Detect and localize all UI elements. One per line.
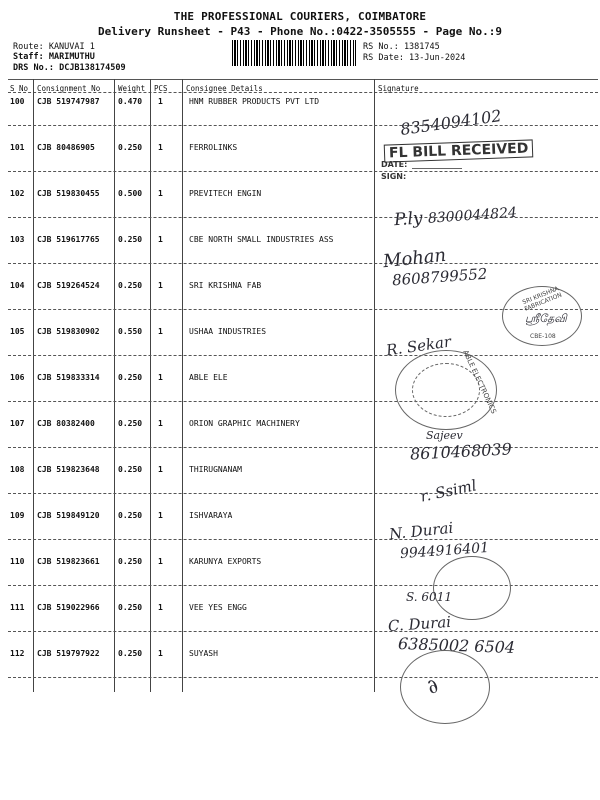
row-consignment-no: CJB 519849120 (37, 511, 100, 520)
row-divider (8, 493, 598, 494)
route-text: Route: KANUVAI 1 (13, 42, 95, 52)
signature-107-phone: 8610468039 (409, 439, 513, 464)
row-consignee: THIRUGNANAM (189, 465, 242, 474)
row-sno: 105 (10, 327, 25, 336)
signature-112: ∂ (421, 673, 443, 699)
barcode (232, 40, 356, 66)
row-consignment-no: CJB 519747987 (37, 97, 100, 106)
karunya-stamp (433, 556, 511, 620)
row-pcs: 1 (158, 419, 163, 428)
row-sno: 112 (10, 649, 25, 658)
row-consignment-no: CJB 519823661 (37, 557, 100, 566)
row-pcs: 1 (158, 511, 163, 520)
row-weight: 0.250 (118, 143, 143, 152)
signature-111-phone: 6385002 6504 (397, 633, 516, 658)
col-consignee: Consignee Details (186, 84, 263, 93)
stamp-sign-label: SIGN: (381, 172, 407, 181)
signature-111-name: C. Durai (387, 612, 452, 636)
row-consignee: ORION GRAPHIC MACHINERY (189, 419, 300, 428)
stamp-date-label: DATE: (381, 160, 408, 169)
row-consignment-no: CJB 519022966 (37, 603, 100, 612)
sri-krishna-stamp-text: SRI KRISHNA FABRICATION (521, 285, 563, 313)
runsheet-subtitle: Delivery Runsheet - P43 - Phone No.:0422-3505555 - Page No.:9 (98, 25, 502, 38)
runsheet-table (8, 79, 598, 692)
row-consignment-no: CJB 519617765 (37, 235, 100, 244)
row-pcs: 1 (158, 327, 163, 336)
row-consignee: HNM RUBBER PRODUCTS PVT LTD (189, 97, 320, 106)
row-consignee: VEE YES ENGG (189, 603, 247, 612)
signature-102-phone: 8300044824 (427, 204, 518, 227)
able-stamp-text: ABLE ELECTRONICS (461, 349, 498, 415)
row-sno: 103 (10, 235, 25, 244)
row-weight: 0.470 (118, 97, 143, 106)
row-weight: 0.250 (118, 373, 143, 382)
row-weight: 0.250 (118, 649, 143, 658)
col-weight: Weight (118, 84, 146, 93)
row-divider (8, 677, 598, 678)
row-pcs: 1 (158, 465, 163, 474)
signature-102-scrawl: P.ly (393, 208, 424, 231)
row-weight: 0.250 (118, 465, 143, 474)
rs-number: RS No.: 1381745 (363, 42, 440, 52)
row-sno: 107 (10, 419, 25, 428)
row-pcs: 1 (158, 281, 163, 290)
signature-107-name: Sajeev (426, 429, 463, 442)
sri-krishna-stamp-city: CBE-108 (530, 333, 556, 340)
row-weight: 0.500 (118, 189, 143, 198)
row-weight: 0.250 (118, 511, 143, 520)
company-title: THE PROFESSIONAL COURIERS, COIMBATORE (173, 10, 427, 23)
row-divider (8, 171, 598, 172)
row-weight: 0.250 (118, 281, 143, 290)
row-divider (8, 401, 598, 402)
drs-line (13, 63, 126, 73)
row-pcs: 1 (158, 97, 163, 106)
signature-110: S. 6011 (406, 590, 452, 604)
row-weight: 0.250 (118, 557, 143, 566)
row-consignee: CBE NORTH SMALL INDUSTRIES ASS (189, 235, 334, 244)
col-consignment: Consignment No (37, 84, 101, 93)
stamp-sign-line (412, 168, 462, 169)
drs-number: DCJB138174509 (59, 63, 126, 73)
col-signature: Signature (378, 84, 419, 93)
row-sno: 109 (10, 511, 25, 520)
row-sno: 108 (10, 465, 25, 474)
row-sno: 111 (10, 603, 25, 612)
row-sno: 102 (10, 189, 25, 198)
row-divider (8, 263, 598, 264)
signature-103-phone: 8608799552 (391, 264, 488, 290)
row-pcs: 1 (158, 143, 163, 152)
row-pcs: 1 (158, 189, 163, 198)
row-consignee: USHAA INDUSTRIES (189, 327, 267, 336)
row-consignment-no: CJB 519830902 (37, 327, 100, 336)
row-consignee: SUYASH (189, 649, 218, 658)
row-pcs: 1 (158, 235, 163, 244)
row-pcs: 1 (158, 373, 163, 382)
staff-name: MARIMUTHU (48, 52, 95, 62)
row-weight: 0.550 (118, 327, 143, 336)
row-weight: 0.250 (118, 603, 143, 612)
row-consignment-no: CJB 519833314 (37, 373, 100, 382)
bill-received-stamp: FL BILL RECEIVED (384, 139, 534, 162)
col-pcs: PCS (154, 84, 168, 93)
suyash-stamp (400, 650, 490, 724)
row-consignment-no: CJB 80486905 (37, 143, 95, 152)
signature-109-name: N. Durai (388, 518, 455, 544)
signature-103-name: Mohan (382, 244, 448, 273)
drs-label: DRS No.: (13, 63, 54, 73)
signature-100: 8354094102 (399, 106, 503, 139)
signature-104: ஸ்ரீதேவி (525, 312, 567, 325)
row-pcs: 1 (158, 649, 163, 658)
row-weight: 0.250 (118, 419, 143, 428)
row-consignment-no: CJB 519823648 (37, 465, 100, 474)
row-pcs: 1 (158, 603, 163, 612)
row-divider (8, 355, 598, 356)
row-sno: 106 (10, 373, 25, 382)
row-divider (8, 125, 598, 126)
signature-108: r. Ssiml (418, 476, 479, 506)
row-consignee: FERROLINKS (189, 143, 238, 152)
row-consignee: ISHVARAYA (189, 511, 233, 520)
row-divider (8, 539, 598, 540)
signature-105: R. Sekar (385, 332, 453, 360)
staff-label: Staff: (13, 52, 44, 62)
row-consignment-no: CJB 519264524 (37, 281, 100, 290)
row-divider (8, 631, 598, 632)
row-sno: 101 (10, 143, 25, 152)
row-consignee: ABLE ELE (189, 373, 228, 382)
row-sno: 100 (10, 97, 25, 106)
rs-date: RS Date: 13-Jun-2024 (363, 53, 466, 63)
row-consignment-no: CJB 519797922 (37, 649, 100, 658)
row-consignment-no: CJB 80382400 (37, 419, 95, 428)
row-sno: 110 (10, 557, 25, 566)
row-consignment-no: CJB 519830455 (37, 189, 100, 198)
row-consignee: KARUNYA EXPORTS (189, 557, 262, 566)
row-sno: 104 (10, 281, 25, 290)
row-consignee: SRI KRISHNA FAB (189, 281, 262, 290)
signature-109-phone: 9944916401 (399, 539, 490, 563)
row-pcs: 1 (158, 557, 163, 566)
staff-line (13, 52, 95, 62)
row-weight: 0.250 (118, 235, 143, 244)
row-consignee: PREVITECH ENGIN (189, 189, 262, 198)
col-sno: S No (10, 84, 29, 93)
